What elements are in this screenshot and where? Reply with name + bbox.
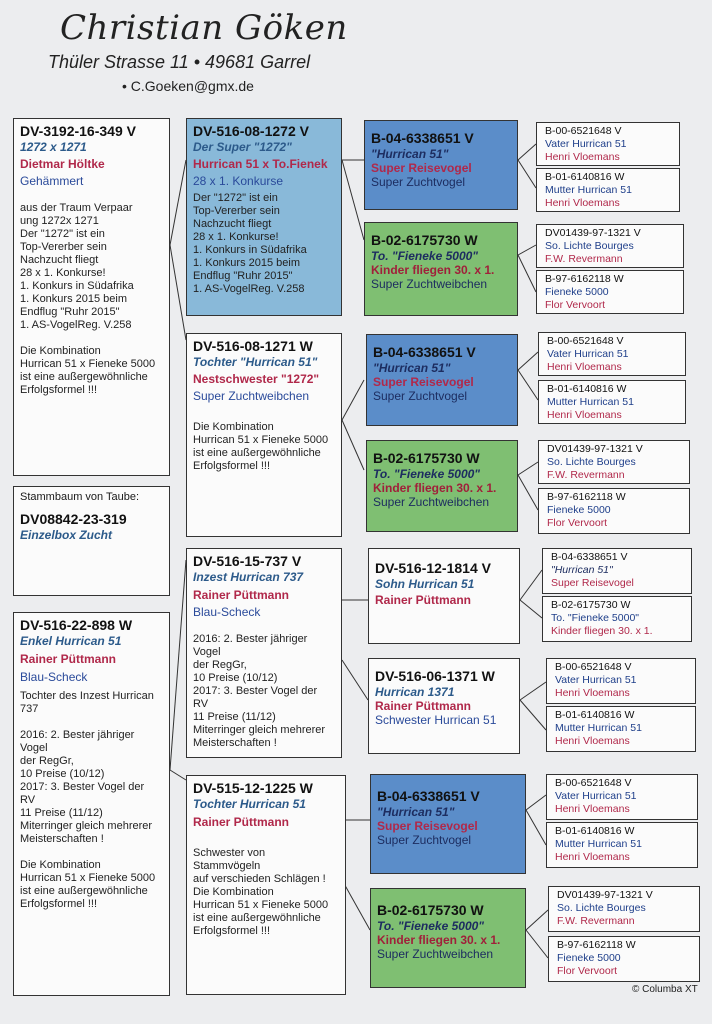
owner-name: Henri Vloemans bbox=[555, 687, 630, 699]
pigeon-note: Super Zuchtvogel bbox=[373, 389, 468, 403]
ring-number: B-97-6162118 W bbox=[557, 939, 636, 951]
owner-name: F.W. Revermann bbox=[547, 469, 625, 481]
pigeon-description: Vater Hurrican 51 bbox=[545, 138, 627, 150]
owner-name: Flor Vervoort bbox=[547, 517, 608, 529]
ring-number: B-00-6521648 V bbox=[555, 661, 632, 673]
pedigree-box-dam-of-subject bbox=[13, 612, 170, 996]
pedigree-box-great-grandparent bbox=[364, 120, 518, 210]
pigeon-nickname: 1272 x 1271 bbox=[20, 140, 87, 154]
owner-name: Henri Vloemans bbox=[545, 197, 620, 209]
pigeon-nickname: Sohn Hurrican 51 bbox=[375, 577, 475, 591]
pedigree-leaf-box bbox=[542, 596, 692, 642]
ring-number: B-00-6521648 V bbox=[555, 777, 632, 789]
pigeon-description: Vater Hurrican 51 bbox=[555, 790, 637, 802]
pigeon-description: So. Lichte Bourges bbox=[557, 902, 646, 914]
pigeon-nickname: Tochter "Hurrican 51" bbox=[193, 355, 318, 369]
pigeon-description: To. "Fieneke 5000" bbox=[551, 612, 640, 624]
owner-name: Henri Vloemans bbox=[555, 735, 630, 747]
ring-number: B-04-6338651 V bbox=[373, 344, 476, 360]
pedigree-leaf-box bbox=[548, 886, 700, 932]
pedigree-leaf-box bbox=[538, 488, 690, 534]
ring-number: DV01439-97-1321 V bbox=[547, 443, 643, 455]
pigeon-color: Gehämmert bbox=[20, 174, 84, 188]
pigeon-nickname: "Hurrican 51" bbox=[371, 147, 449, 161]
pedigree-leaf-box bbox=[536, 224, 684, 268]
ring-number: B-04-6338651 V bbox=[377, 788, 480, 804]
pedigree-leaf-box bbox=[546, 706, 696, 752]
pigeon-title: Kinder fliegen 30. x 1. bbox=[373, 481, 497, 495]
breeder-address: Thüler Strasse 11 • 49681 Garrel bbox=[48, 52, 311, 72]
pedigree-box-great-grandparent bbox=[366, 334, 518, 426]
pigeon-description: aus der Traum Verpaar ung 1272x 1271 Der "1272" ist ein Top-Vererber sein Nachzucht fliegt 28 x 1. Konkurse! 1. Konkurs in Südafrika 1. Konkurs 2015 beim Endflug "Ruhr 2015" 1. AS-VogelReg. V.258 Die Kombination Hurrican 51 x Fieneke 5000 ist eine außergewöhnliche Erfolgsformel !!! bbox=[20, 202, 156, 396]
owner-name: Rainer Püttmann bbox=[20, 652, 117, 666]
pigeon-description: Tochter des Inzest Hurrican 737 2016: 2. Bester jähriger Vogel der RegGr, 10 Preise (10/12) 2017: 3. Bester Vogel der RV 11 Preise (11/12) Miterringer gleich mehrerer Meisterschaften ! Die Kombination Hurrican 51 x Fieneke 5000 ist eine außergewöhnliche Erfolgsformel !!! bbox=[20, 690, 156, 910]
ring-number: DV-3192-16-349 V bbox=[20, 123, 136, 139]
breeder-email: • C.Goeken@gmx.de bbox=[122, 78, 254, 94]
pigeon-title: Super Reisevogel bbox=[371, 161, 472, 175]
pedigree-leaf-box bbox=[536, 168, 680, 212]
ring-number: B-01-6140816 W bbox=[547, 383, 627, 395]
pedigree-leaf-box bbox=[546, 822, 698, 868]
owner-name: Henri Vloemans bbox=[545, 151, 620, 163]
owner-name: Rainer Püttmann bbox=[193, 588, 290, 602]
owner-name: Rainer Püttmann bbox=[375, 593, 472, 607]
pedigree-box-grandparent bbox=[186, 333, 342, 537]
ring-number: B-02-6175730 W bbox=[371, 232, 478, 248]
pedigree-box-grandparent bbox=[186, 775, 346, 995]
pedigree-leaf-box bbox=[536, 122, 680, 166]
pigeon-description: Vater Hurrican 51 bbox=[547, 348, 629, 360]
pigeon-nickname: Inzest Hurrican 737 bbox=[193, 570, 304, 584]
pedigree-leaf-box bbox=[536, 270, 684, 314]
owner-name: Flor Vervoort bbox=[545, 299, 606, 311]
pigeon-description: So. Lichte Bourges bbox=[547, 456, 636, 468]
copyright-label: © Columba XT bbox=[632, 984, 698, 995]
pedigree-leaf-box bbox=[538, 440, 690, 484]
pigeon-nickname: Tochter Hurrican 51 bbox=[193, 797, 306, 811]
pedigree-label: Stammbaum von Taube: bbox=[20, 491, 140, 503]
pedigree-leaf-box bbox=[538, 332, 686, 376]
owner-name: Dietmar Höltke bbox=[20, 157, 105, 171]
pigeon-description: Mutter Hurrican 51 bbox=[555, 722, 642, 734]
owner-name: Nestschwester "1272" bbox=[193, 372, 320, 386]
ring-number: DV-516-12-1814 V bbox=[375, 560, 491, 576]
ring-number: DV01439-97-1321 V bbox=[545, 227, 641, 239]
pigeon-description: Fieneke 5000 bbox=[547, 504, 611, 516]
pedigree-box-great-grandparent bbox=[370, 888, 526, 988]
pigeon-nickname: To. "Fieneke 5000" bbox=[377, 919, 484, 933]
pigeon-description: Fieneke 5000 bbox=[545, 286, 609, 298]
pigeon-description: Mutter Hurrican 51 bbox=[545, 184, 632, 196]
pedigree-leaf-box bbox=[548, 936, 700, 982]
ring-number: B-00-6521648 V bbox=[547, 335, 624, 347]
pigeon-note: Super Zuchtweibchen bbox=[373, 495, 490, 509]
pigeon-color: Super Zuchtweibchen bbox=[193, 389, 310, 403]
pigeon-nickname: "Hurrican 51" bbox=[373, 361, 451, 375]
pigeon-description: Vater Hurrican 51 bbox=[555, 674, 637, 686]
pedigree-box-grandparent bbox=[186, 118, 342, 316]
pigeon-description: 2016: 2. Bester jähriger Vogel der RegGr, 10 Preise (10/12) 2017: 3. Bester Vogel der RV 11 Preise (11/12) Miterringer gleich mehrerer Meisterschaften ! bbox=[193, 633, 326, 749]
ring-number: B-02-6175730 W bbox=[373, 450, 480, 466]
pigeon-color: Blau-Scheck bbox=[20, 670, 88, 684]
owner-name: Flor Vervoort bbox=[557, 965, 618, 977]
pigeon-title: Kinder fliegen 30. x 1. bbox=[371, 263, 495, 277]
pedigree-box-great-grandparent bbox=[370, 774, 526, 874]
ring-number: DV01439-97-1321 V bbox=[557, 889, 653, 901]
pigeon-description: "Hurrican 51" bbox=[551, 564, 613, 576]
ring-number: DV-516-22-898 W bbox=[20, 617, 133, 633]
pedigree-box-great-grandparent bbox=[368, 658, 520, 754]
pedigree-box-sire-of-subject bbox=[13, 118, 170, 476]
pigeon-color: 28 x 1. Konkurse bbox=[193, 174, 284, 188]
owner-name: Rainer Püttmann bbox=[193, 815, 290, 829]
pedigree-leaf-box bbox=[546, 658, 696, 704]
pigeon-description: Fieneke 5000 bbox=[557, 952, 621, 964]
ring-number: DV-516-08-1272 V bbox=[193, 123, 309, 139]
owner-name: Henri Vloemans bbox=[555, 851, 630, 863]
pigeon-note: Super Zuchtvogel bbox=[377, 833, 472, 847]
pigeon-nickname: To. "Fieneke 5000" bbox=[371, 249, 478, 263]
ring-number: B-04-6338651 V bbox=[551, 551, 628, 563]
owner-name: Hurrican 51 x To.Fienek bbox=[193, 157, 328, 171]
pigeon-note: Super Zuchtweibchen bbox=[377, 947, 494, 961]
ring-number: B-02-6175730 W bbox=[551, 599, 631, 611]
pigeon-description: Mutter Hurrican 51 bbox=[555, 838, 642, 850]
pigeon-description: So. Lichte Bourges bbox=[545, 240, 634, 252]
owner-name: F.W. Revermann bbox=[545, 253, 623, 265]
owner-name: Henri Vloemans bbox=[547, 361, 622, 373]
ring-number: B-00-6521648 V bbox=[545, 125, 622, 137]
ring-number: DV-516-08-1271 W bbox=[193, 338, 313, 354]
pigeon-note: Super Zuchtweibchen bbox=[371, 277, 488, 291]
owner-name: F.W. Revermann bbox=[557, 915, 635, 927]
ring-number: DV08842-23-319 bbox=[20, 511, 127, 527]
ring-number: B-01-6140816 W bbox=[545, 171, 625, 183]
owner-name: Rainer Püttmann bbox=[375, 699, 472, 713]
pigeon-description: Der "1272" ist ein Top-Vererber sein Nachzucht fliegt 28 x 1. Konkurse! 1. Konkurs in Südafrika 1. Konkurs 2015 beim Endflug "Ruhr 2015" 1. AS-VogelReg. V.258 bbox=[193, 192, 307, 295]
pigeon-description: Die Kombination Hurrican 51 x Fieneke 5000 ist eine außergewöhnliche Erfolgsformel !!! bbox=[193, 421, 329, 472]
ring-number: B-01-6140816 W bbox=[555, 825, 635, 837]
pigeon-title: Super Reisevogel bbox=[373, 375, 474, 389]
pigeon-title: Kinder fliegen 30. x 1. bbox=[551, 625, 653, 637]
pigeon-nickname: Enkel Hurrican 51 bbox=[20, 634, 122, 648]
pedigree-leaf-box bbox=[538, 380, 686, 424]
owner-name: Henri Vloemans bbox=[547, 409, 622, 421]
ring-number: B-04-6338651 V bbox=[371, 130, 474, 146]
pedigree-leaf-box bbox=[546, 774, 698, 820]
ring-number: DV-515-12-1225 W bbox=[193, 780, 313, 796]
breeder-name: Christian Göken bbox=[60, 8, 348, 48]
pigeon-description: Schwester von Stammvögeln auf verschieden Schlägen ! Die Kombination Hurrican 51 x Fieneke 5000 ist eine außergewöhnliche Erfolgsformel !!! bbox=[193, 847, 329, 937]
pigeon-color: Blau-Scheck bbox=[193, 605, 261, 619]
pigeon-description: Mutter Hurrican 51 bbox=[547, 396, 634, 408]
pigeon-nickname: Der Super "1272" bbox=[193, 140, 292, 154]
pedigree-box-subject bbox=[13, 486, 170, 596]
pedigree-leaf-box bbox=[542, 548, 692, 594]
pedigree-box-great-grandparent bbox=[368, 548, 520, 644]
pigeon-nickname: To. "Fieneke 5000" bbox=[373, 467, 480, 481]
pigeon-nickname: Hurrican 1371 bbox=[375, 685, 455, 699]
pedigree-box-great-grandparent bbox=[364, 222, 518, 316]
pigeon-nickname: "Hurrican 51" bbox=[377, 805, 455, 819]
ring-number: B-97-6162118 W bbox=[547, 491, 626, 503]
pigeon-title: Super Reisevogel bbox=[377, 819, 478, 833]
ring-number: DV-516-06-1371 W bbox=[375, 668, 495, 684]
ring-number: B-02-6175730 W bbox=[377, 902, 484, 918]
ring-number: B-01-6140816 W bbox=[555, 709, 635, 721]
pedigree-box-great-grandparent bbox=[366, 440, 518, 532]
pigeon-note: Schwester Hurrican 51 bbox=[375, 713, 497, 727]
ring-number: DV-516-15-737 V bbox=[193, 553, 302, 569]
pigeon-title: Kinder fliegen 30. x 1. bbox=[377, 933, 501, 947]
pigeon-nickname: Einzelbox Zucht bbox=[20, 528, 113, 542]
owner-name: Henri Vloemans bbox=[555, 803, 630, 815]
pigeon-note: Super Zuchtvogel bbox=[371, 175, 466, 189]
pigeon-title: Super Reisevogel bbox=[551, 577, 634, 589]
pedigree-box-grandparent bbox=[186, 548, 342, 758]
ring-number: B-97-6162118 W bbox=[545, 273, 624, 285]
